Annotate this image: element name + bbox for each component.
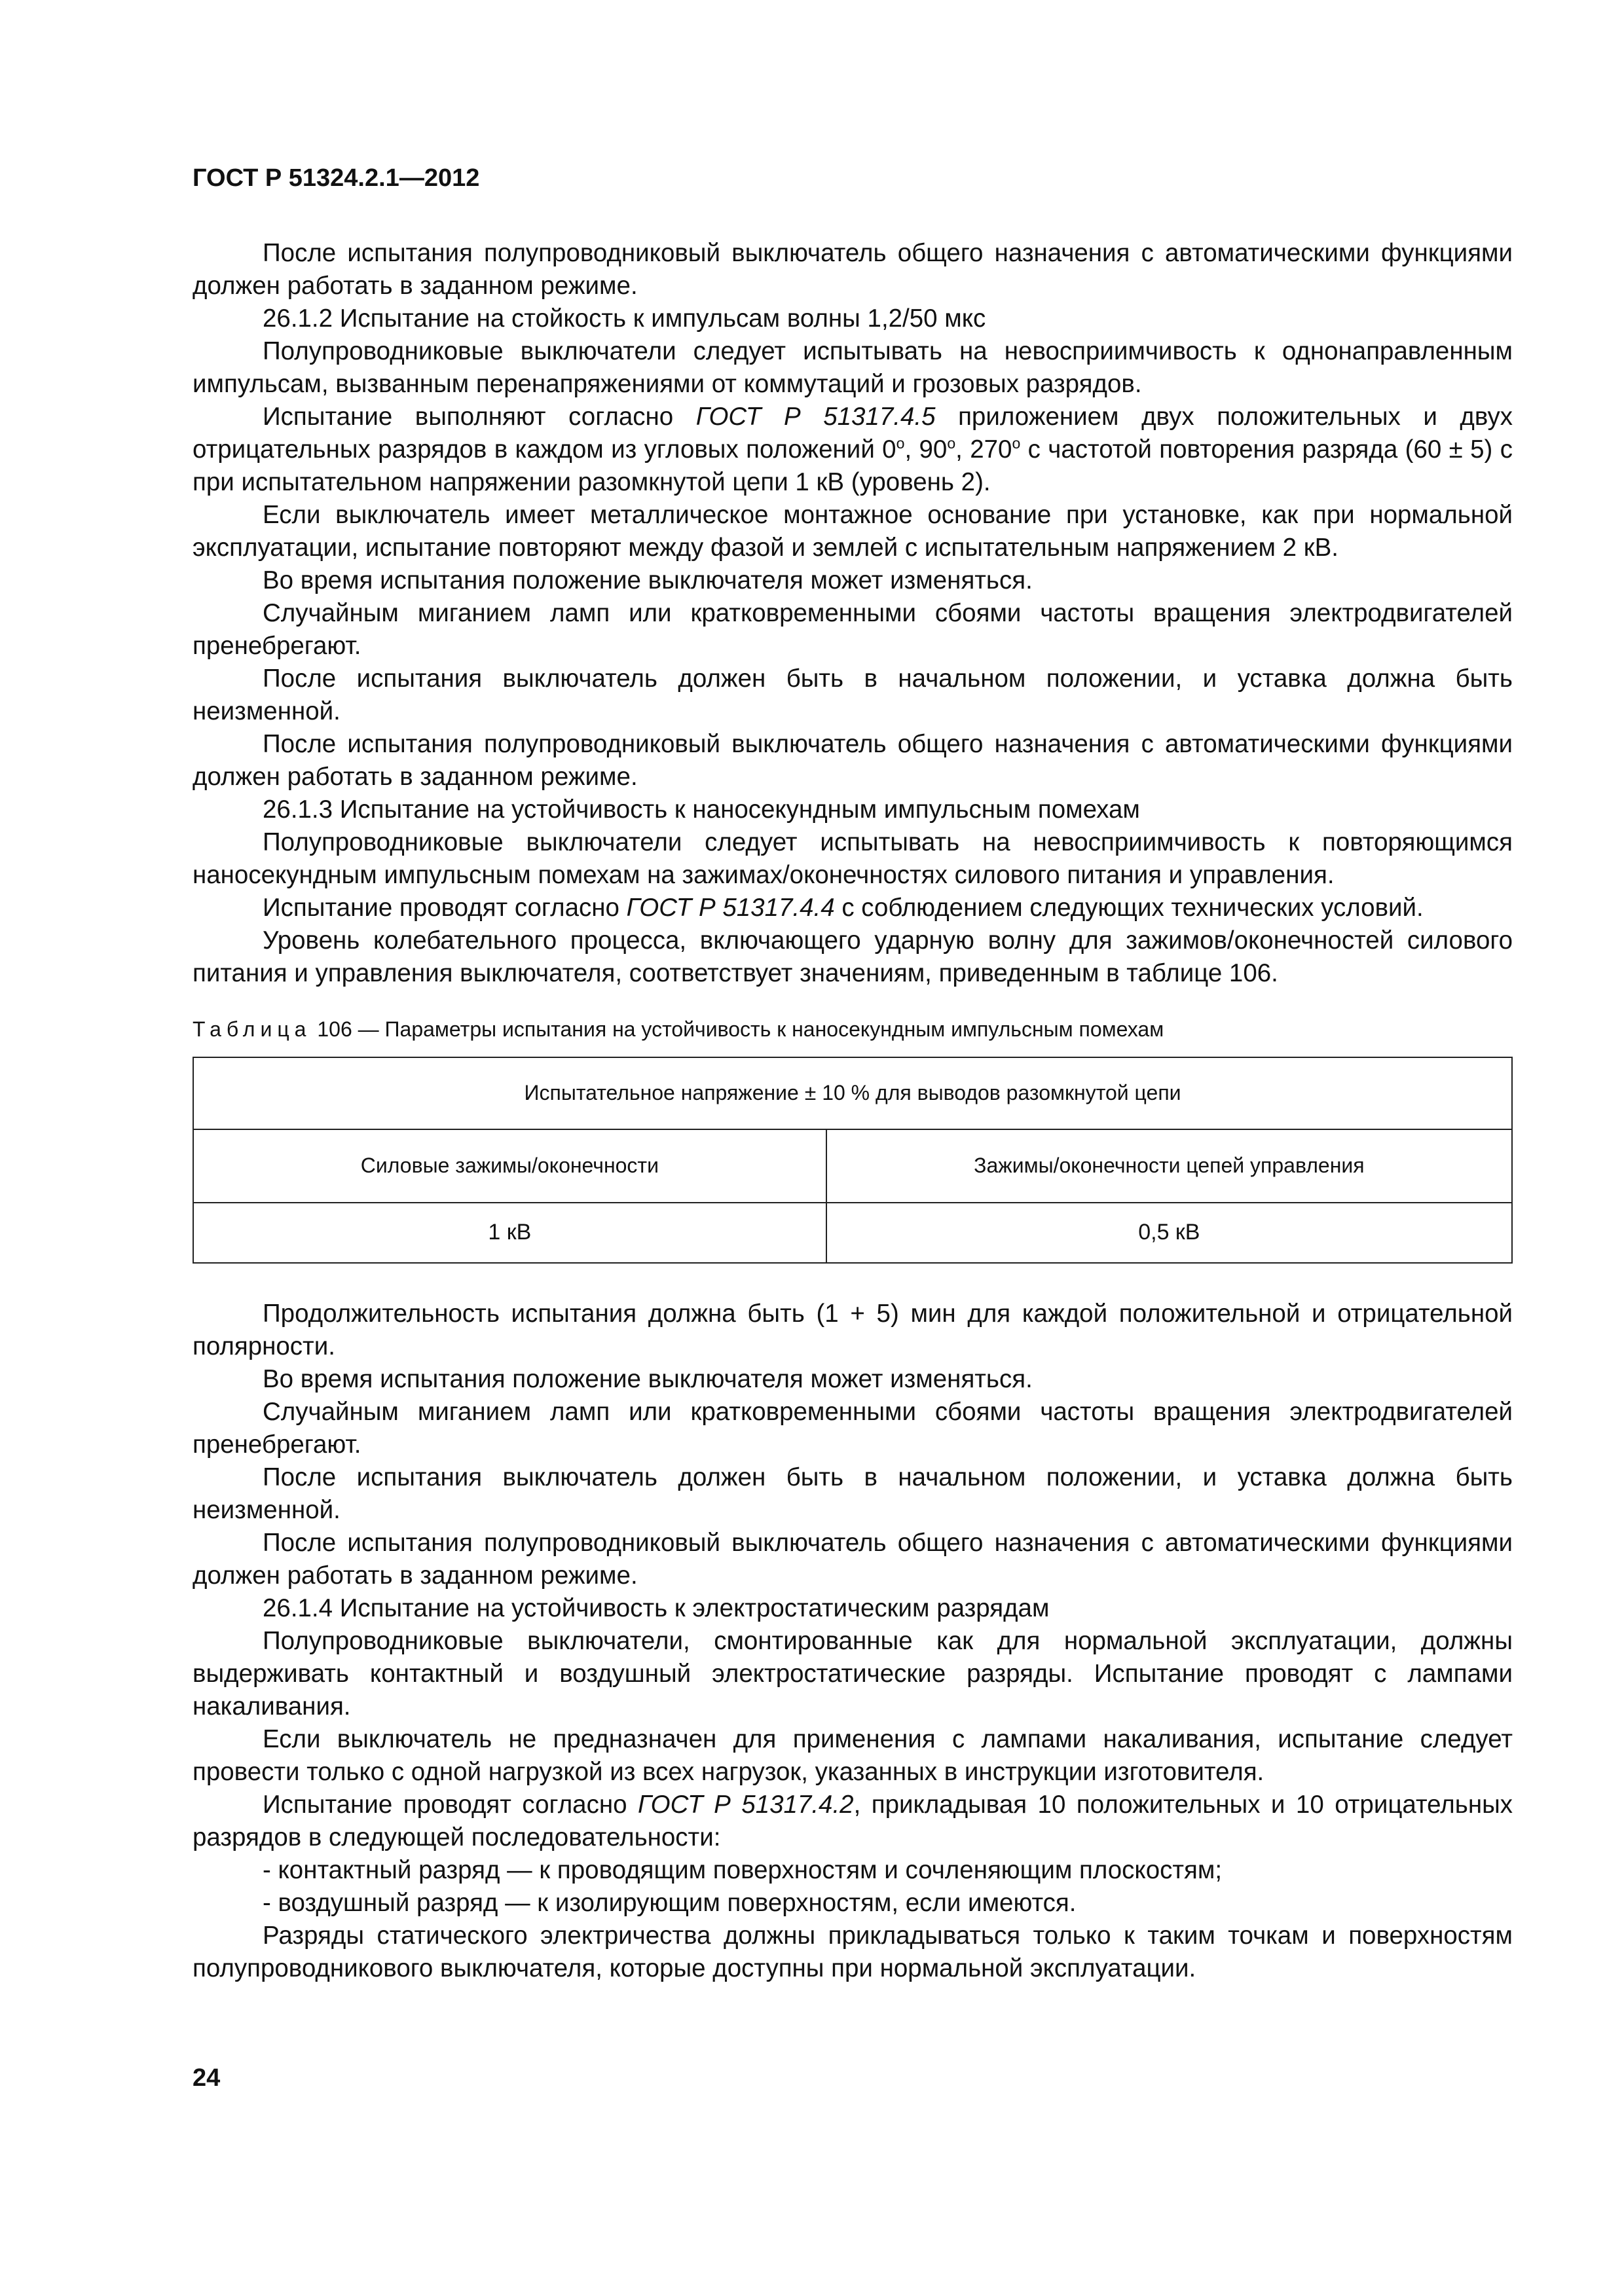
paragraph: Во время испытания положение выключателя может изменяться.	[263, 566, 1033, 594]
section-heading-26-1-4: 26.1.4 Испытание на устойчивость к электростатическим разрядам	[263, 1594, 1050, 1622]
paragraph: Случайным миганием ламп или кратковременными сбоями частоты вращения электродвигателей пренебрегают.	[193, 598, 1513, 660]
paragraph-esd-test: Испытание проводят согласно ГОСТ Р 51317.4.2, прикладывая 10 положительных и 10 отрицательных разрядов в следующей последовательности:	[193, 1790, 1513, 1851]
paragraph: Уровень колебательного процесса, включающего ударную волну для зажимов/оконечностей силового питания и управления выключателя, соответствует значениям, приведенным в таблице 106.	[193, 926, 1513, 987]
paragraph: После испытания полупроводниковый выключатель общего назначения с автоматическими функциями должен работать в заданном режиме.	[193, 729, 1513, 791]
paragraph: После испытания полупроводниковый выключатель общего назначения с автоматическими функциями должен работать в заданном режиме.	[193, 238, 1513, 300]
paragraph: После испытания выключатель должен быть в начальном положении, и уставка должна быть неизменной.	[193, 1463, 1513, 1524]
paragraph: Полупроводниковые выключатели следует испытывать на невосприимчивость к повторяющимся наносекундным импульсным помехам на зажимах/оконечностях силового питания и управления.	[193, 828, 1513, 889]
section-heading-26-1-3: 26.1.3 Испытание на устойчивость к наносекундным импульсным помехам	[263, 795, 1140, 824]
page-number: 24	[193, 2064, 221, 2092]
standard-reference: ГОСТ Р 51317.4.5	[695, 402, 936, 431]
document-page	[193, 164, 1513, 1985]
paragraph: Полупроводниковые выключатели следует испытывать на невосприимчивость к однонаправленным импульсам, вызванным перенапряжениями от коммутаций и грозовых разрядов.	[193, 337, 1513, 398]
standard-reference: ГОСТ Р 51317.4.2	[637, 1790, 854, 1819]
section-heading-26-1-2: 26.1.2 Испытание на стойкость к импульсам волны 1,2/50 мкс	[263, 304, 986, 333]
list-item: - воздушный разряд — к изолирующим поверхностям, если имеются.	[263, 1888, 1077, 1917]
table-header-power-terminals: Силовые зажимы/оконечности	[193, 1129, 826, 1203]
paragraph: После испытания полупроводниковый выключатель общего назначения с автоматическими функциями должен работать в заданном режиме.	[193, 1528, 1513, 1590]
parameters-table	[193, 1057, 1513, 1264]
table-caption: Таблица 106 — Параметры испытания на устойчивость к наносекундным импульсным помехам	[193, 1017, 1164, 1041]
paragraph: Если выключатель не предназначен для применения с лампами накаливания, испытание следует провести только с одной нагрузкой из всех нагрузок, указанных в инструкции изготовителя.	[193, 1724, 1513, 1786]
paragraph: Полупроводниковые выключатели, смонтированные как для нормальной эксплуатации, должны выдерживать контактный и воздушный электростатические разряды. Испытание проводят с лампами накаливания.	[193, 1626, 1513, 1721]
paragraph: Во время испытания положение выключателя может изменяться.	[263, 1364, 1033, 1393]
paragraph: Случайным миганием ламп или кратковременными сбоями частоты вращения электродвигателей пренебрегают.	[193, 1397, 1513, 1459]
paragraph-nanosecond-test: Испытание проводят согласно ГОСТ Р 51317.4.4 с соблюдением следующих технических условий.	[263, 893, 1424, 922]
paragraph: Если выключатель имеет металлическое монтажное основание при установке, как при нормальной эксплуатации, испытание повторяют между фазой и землей с испытательным напряжением 2 кВ.	[193, 500, 1513, 562]
paragraph-impulse-test: Испытание выполняют согласно ГОСТ Р 51317.4.5 приложением двух положительных и двух отрицательных разрядов в каждом из угловых положений $0^о$, $90^о$, $270^о$ с частотой повторения разряда (60 ± 5) с при испытательном напряжении разомкнутой цепи 1 кВ (уровень 2).	[193, 402, 1513, 496]
paragraph: После испытания выключатель должен быть в начальном положении, и уставка должна быть неизменной.	[193, 664, 1513, 725]
table-header-voltage: Испытательное напряжение ± 10 % для выводов разомкнутой цепи	[193, 1057, 1512, 1129]
paragraph: Разряды статического электричества должны прикладываться только к таким точкам и поверхностям полупроводникового выключателя, которые доступны при нормальной эксплуатации.	[193, 1921, 1513, 1982]
standard-reference: ГОСТ Р 51317.4.4	[626, 893, 835, 922]
paragraph: Продолжительность испытания должна быть (1 + 5) мин для каждой положительной и отрицательной полярности.	[193, 1299, 1513, 1360]
table-cell-control-value: 0,5 кВ	[826, 1203, 1512, 1263]
list-item: - контактный разряд — к проводящим поверхностям и сочленяющим плоскостям;	[263, 1855, 1223, 1884]
document-header: ГОСТ Р 51324.2.1—2012	[193, 164, 480, 192]
table-cell-power-value: 1 кВ	[193, 1203, 826, 1263]
table-header-control-terminals: Зажимы/оконечности цепей управления	[826, 1129, 1512, 1203]
